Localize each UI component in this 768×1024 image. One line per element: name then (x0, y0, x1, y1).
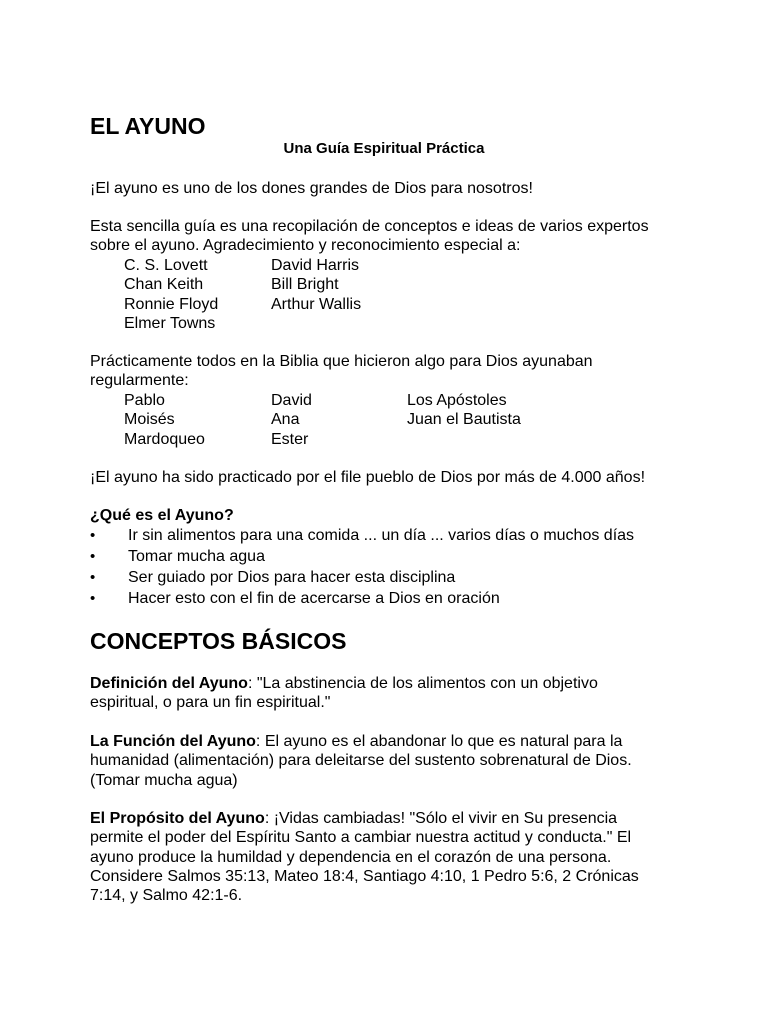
intro-paragraph: ¡El ayuno es uno de los dones grandes de Dios para nosotros! (90, 180, 533, 197)
function-text: : El ayuno es el abandonar lo que es natural para la humanidad (alimentación) para deleitarse del sustento sobrenatural de Dios. (Tomar mucha agua) (90, 733, 632, 789)
history-paragraph: ¡El ayuno ha sido practicado por el file pueblo de Dios por más de 4.000 años! (90, 469, 646, 486)
bible-person: Ester (271, 430, 309, 448)
experts-row (124, 275, 407, 294)
expert-name: C. S. Lovett (124, 257, 208, 274)
experts-row (124, 295, 407, 314)
purpose-text: : ¡Vidas cambiadas! "Sólo el vivir en Su presencia permite el poder del Espíritu Santo a cambiar nuestra actitud y conducta." El ayuno produce la humildad y dependencia en el corazón de una persona. Considere Salmos 35:13, Mateo 18:4, Santiago 4:10, 1 Pedro 5:6, 2 Crónicas 7:14, y Salmo 42:1-6. (90, 810, 639, 905)
bible-people-row (124, 391, 607, 410)
expert-name: Elmer Towns (124, 314, 216, 332)
guide-paragraph: Esta sencilla guía es una recopilación de conceptos e ideas de varios expertos sobre el ayuno. Agradecimiento y reconocimiento especial a: (90, 218, 649, 255)
experts-list (124, 256, 407, 333)
purpose-label: El Propósito del Ayuno (90, 810, 265, 827)
subtitle-text: Una Guía Espiritual Práctica (283, 140, 485, 157)
definition-label: Definición del Ayuno (90, 675, 248, 692)
bullet-list (90, 525, 634, 609)
bullet-icon: • (90, 590, 96, 607)
bullet-text: Tomar mucha agua (128, 548, 265, 565)
bible-person: Moisés (124, 411, 175, 429)
expert-name: Arthur Wallis (271, 295, 362, 313)
bible-people-row (124, 430, 607, 449)
bible-paragraph: Prácticamente todos en la Biblia que hicieron algo para Dios ayunaban regularmente: (90, 353, 593, 390)
bible-people-row (124, 410, 607, 429)
page-subtitle (0, 139, 768, 159)
bullet-icon: • (90, 548, 96, 565)
bullet-item (90, 546, 634, 567)
expert-name: David Harris (271, 257, 360, 274)
function-label: La Función del Ayuno (90, 733, 256, 750)
expert-name: Bill Bright (271, 276, 339, 294)
function-paragraph (90, 732, 660, 790)
bible-person: Pablo (124, 392, 165, 409)
expert-name: Ronnie Floyd (124, 295, 219, 313)
expert-name (271, 314, 407, 333)
bible-person: Ana (271, 411, 300, 429)
bullet-text: Hacer esto con el fin de acercarse a Dios en oración (128, 590, 500, 607)
bible-person: Los Apóstoles (407, 392, 507, 409)
bible-person: Juan el Bautista (407, 411, 521, 429)
bullet-icon: • (90, 527, 96, 544)
experts-row (124, 256, 407, 275)
page-title: EL AYUNO (90, 113, 206, 139)
section-heading: CONCEPTOS BÁSICOS (90, 628, 347, 654)
bullet-text: Ir sin alimentos para una comida ... un día ... varios días o muchos días (128, 527, 635, 544)
bible-person: Mardoqueo (124, 430, 205, 448)
definition-paragraph (90, 674, 650, 713)
bullet-item (90, 525, 634, 546)
bible-person: David (271, 392, 312, 409)
bible-people-list (124, 391, 607, 449)
bible-person (407, 430, 607, 449)
experts-row (124, 314, 407, 333)
definition-text: : "La abstinencia de los alimentos con un objetivo espiritual, o para un fin espiritual." (90, 675, 598, 712)
bullet-text: Ser guiado por Dios para hacer esta disciplina (128, 569, 456, 586)
bullet-item (90, 567, 634, 588)
question-heading: ¿Qué es el Ayuno? (90, 507, 234, 524)
bullet-icon: • (90, 569, 96, 586)
expert-name: Chan Keith (124, 276, 204, 294)
purpose-paragraph (90, 809, 665, 905)
bullet-item (90, 588, 634, 609)
